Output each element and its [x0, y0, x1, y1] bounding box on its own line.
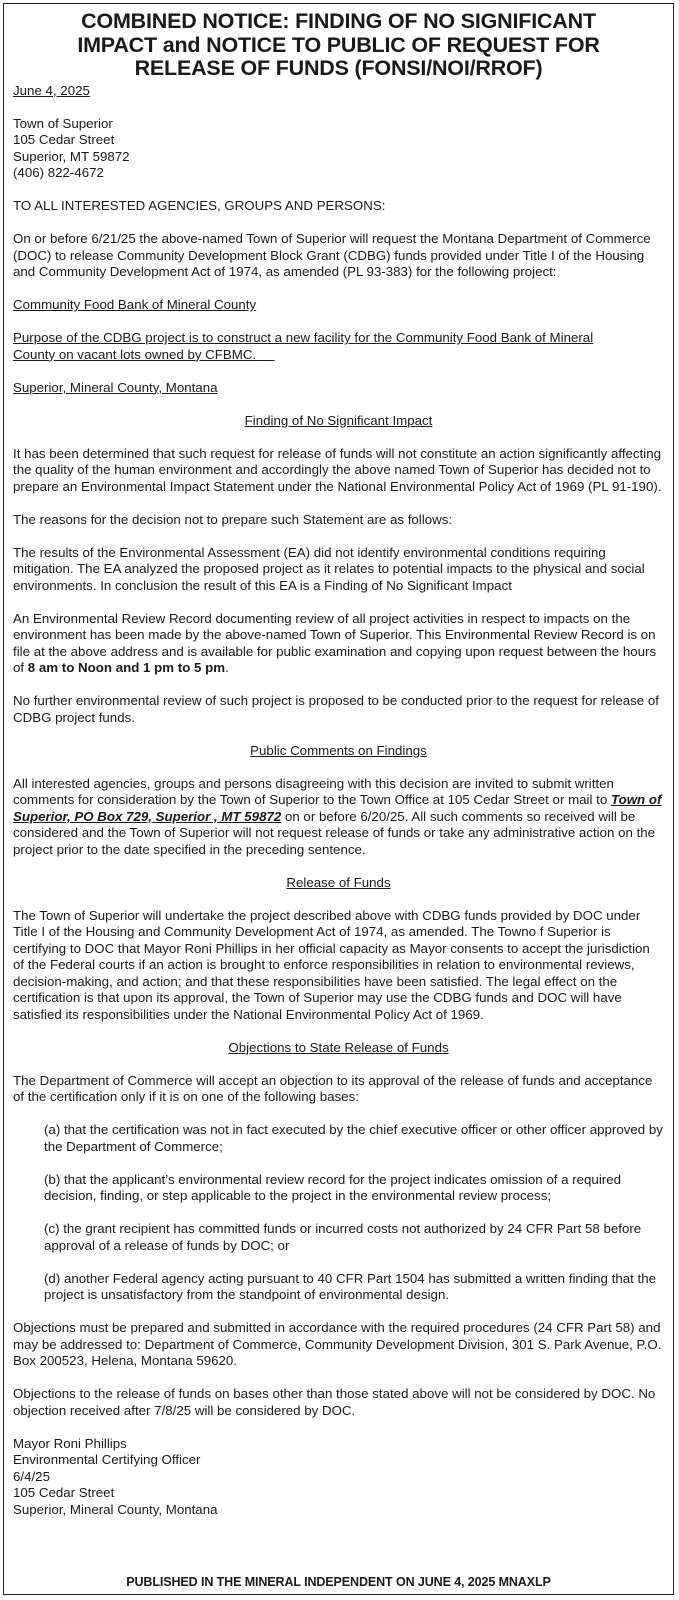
comments-heading: Public Comments on Findings — [250, 742, 427, 758]
comments-heading-wrap — [13, 743, 664, 760]
notice-body — [4, 83, 673, 1519]
objection-item-b: (b) that the applicant’s environmental review record for the project indicates omission of a required decision, finding, or step applicable to the project in the environmental review process; — [44, 1171, 621, 1203]
objection-item-d: (d) another Federal agency acting pursuant to 40 CFR Part 1504 has submitted a written finding that the project is unsatisfactory from the standpoint of environmental design. — [44, 1270, 657, 1302]
project-purpose: Purpose of the CDBG project is to construct a new facility for the Community Food Bank of Mineral County on vacant lots owned by CFBMC. — [13, 330, 594, 362]
fonsi-paragraph-1: It has been determined that such request for release of funds will not constitute an action significantly affecting the quality of the human environment and accordingly the above named Town of Superior has decided not to prepare an Environmental Impact Statement under the National Environmental Policy Act of 1969 (PL 91-190). — [13, 445, 662, 494]
address-line: Town of Superior — [13, 115, 113, 131]
objections-heading: Objections to State Release of Funds — [228, 1039, 449, 1055]
objection-item-a: (a) that the certification was not in fact executed by the chief executive officer or other officer approved by the Department of Commerce; — [44, 1122, 663, 1154]
fonsi-p4-end: . — [225, 660, 229, 675]
fonsi-heading-wrap — [13, 413, 664, 430]
objection-item-c: (c) the grant recipient has committed funds or incurred costs not authorized by 24 CFR Part 58 before approval of a release of funds by DOC; or — [44, 1221, 642, 1253]
signature-line: Mayor Roni Phillips — [13, 1435, 127, 1451]
legal-notice — [3, 3, 674, 1595]
signature-line: Environmental Certifying Officer — [13, 1452, 201, 1467]
signature-line: Superior, Mineral County, Montana — [13, 1501, 218, 1517]
salutation: TO ALL INTERESTED AGENCIES, GROUPS AND PERSONS: — [13, 198, 386, 213]
purpose-underline-fill — [256, 347, 274, 362]
publication-footer: PUBLISHED IN THE MINERAL INDEPENDENT ON JUNE 4, 2025 MNAXLP — [126, 1575, 551, 1589]
fonsi-paragraph-4 — [13, 611, 664, 677]
fonsi-paragraph-2: The reasons for the decision not to prepare such Statement are as follows: — [13, 511, 453, 527]
comments-paragraph — [13, 776, 664, 859]
objections-other: Objections to the release of funds on bases other than those stated above will not be considered by DOC. No objection received after 7/8/25 will be considered by DOC. — [13, 1386, 656, 1418]
title-line: IMPACT and NOTICE TO PUBLIC OF REQUEST FOR — [77, 32, 600, 57]
fonsi-paragraph-3: The results of the Environmental Assessment (EA) did not identify environmental conditions requiring mitigation. The EA analyzed the proposed project as it relates to potential impacts to the physical and social environments. In conclusion the result of this EA is a Finding of No Significant Impact — [13, 544, 645, 593]
title-line: COMBINED NOTICE: FINDING OF NO SIGNIFICANT — [81, 9, 596, 33]
release-heading-wrap — [13, 875, 664, 892]
comments-text-a: All interested agencies, groups and persons disagreeing with this decision are invited to submit written comments for consideration by the Town of Superior to the Town Office at 105 Cedar Street or mail to — [13, 775, 614, 807]
release-paragraph: The Town of Superior will undertake the project described above with CDBG funds provided by DOC under Title I of the Housing and Community Development Act of 1974, as amended. The Towno f Superior is certifying to DOC that Mayor Roni Phillips in her official capacity as Mayor consents to accept the jurisdiction of the Federal courts if an action is brought to enforce responsibilities in relation to environmental reviews, decision-making, and action; and that these responsibilities have been satisfied. The legal effect on the certification is that upon its approval, the Town of Superior may use the CDBG funds and DOC will have satisfied its responsibilities under the National Environmental Policy Act of 1969. — [13, 907, 650, 1022]
signature-block — [13, 1436, 664, 1519]
signature-line: 6/4/25 — [13, 1468, 50, 1484]
notice-title — [4, 10, 673, 81]
objections-intro: The Department of Commerce will accept an objection to its approval of the release of funds and acceptance of the certification only if it is on one of the following bases: — [13, 1072, 653, 1104]
project-purpose-wrap — [13, 330, 617, 363]
address-line: 105 Cedar Street — [13, 132, 115, 147]
office-hours: 8 am to Noon and 1 pm to 5 pm — [27, 660, 226, 675]
address-line: (406) 822-4672 — [13, 165, 104, 180]
objections-heading-wrap — [13, 1040, 664, 1057]
signature-line: 105 Cedar Street — [13, 1485, 115, 1500]
intro-paragraph: On or before 6/21/25 the above-named Town of Superior will request the Montana Department of Commerce (DOC) to release Community Development Block Grant (CDBG) funds provided under Title I of the Housing and Community Development Act of 1974, as amended (PL 93-383) for the following project: — [13, 231, 651, 279]
title-line: RELEASE OF FUNDS (FONSI/NOI/RROF) — [134, 56, 543, 80]
town-address — [13, 116, 664, 182]
project-name: Community Food Bank of Mineral County — [13, 297, 257, 312]
objections-submit: Objections must be prepared and submitted in accordance with the required procedures (24 CFR Part 58) and may be addressed to: Department of Commerce, Community Development Division, 301 S. Park Avenue, P.O. Box 200523, Helena, Montana 59620. — [13, 1320, 662, 1368]
comments-text-b: on or before 6/20/25. All such comments so received will be considered and the Town of Superior will not request release of funds or take any administrative action on the project prior to the date specified in the preceding sentence. — [13, 808, 656, 857]
release-heading: Release of Funds — [286, 874, 391, 890]
address-line: Superior, MT 59872 — [13, 148, 130, 164]
mail-address: Town of Superior, PO Box 729, Superior , MT 59872 — [13, 792, 662, 824]
project-location: Superior, Mineral County, Montana — [13, 379, 218, 395]
fonsi-p4-text: An Environmental Review Record documenting review of all project activities in respect to impacts on the environment has been made by the above-named Town of Superior. This Environmental Review Record is on file at the above address and is available for public examination and copying upon request between the hours of — [13, 610, 657, 675]
fonsi-paragraph-5: No further environmental review of such project is proposed to be conducted prior to the request for release of CDBG project funds. — [13, 693, 659, 725]
fonsi-heading: Finding of No Significant Impact — [244, 412, 433, 428]
notice-date: June 4, 2025 — [13, 82, 90, 98]
